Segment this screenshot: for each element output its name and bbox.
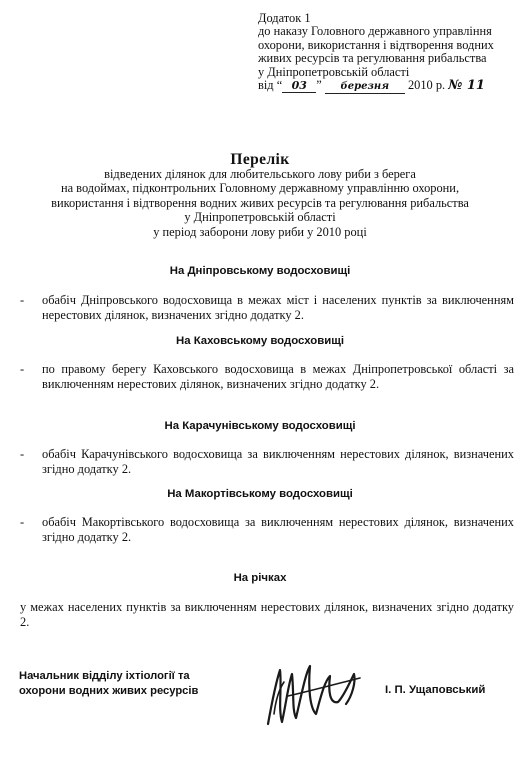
handwritten-signature: [258, 652, 368, 732]
list-item-text: обабіч Карачунівського водосховища за виключенням нерестових ділянок, визначених згідно додатку 2.: [42, 447, 514, 476]
document-subtitle: [0, 167, 520, 239]
subtitle-line: у період заборони лову риби у 2010 році: [153, 224, 367, 239]
subtitle-line: у Дніпропетровській області: [184, 210, 336, 225]
subtitle-line: використання і відтворення водних живих ресурсів та регулювання рибальства: [51, 195, 469, 210]
addendum-line: до наказу Головного державного управління: [258, 24, 492, 39]
section-heading: На річках: [233, 572, 287, 584]
list-dash: -: [20, 515, 25, 529]
addendum-line: у Дніпропетровській області: [258, 64, 410, 79]
document-title: Перелік: [230, 151, 290, 168]
order-date-line: від “ 03 ” березня 2010 р. № 11: [258, 78, 485, 94]
signatory-name: І. П. Ущаповський: [385, 684, 486, 696]
section-heading: На Карачунівському водосховищі: [164, 420, 356, 432]
addendum-line: живих ресурсів та регулювання рибальства: [258, 51, 487, 66]
section-heading: На Макортівському водосховищі: [167, 488, 353, 500]
handwritten-number: № 11: [448, 78, 485, 94]
subtitle-line: на водоймах, підконтрольних Головному державному управлінню охорони,: [60, 181, 460, 196]
addendum-block: [258, 12, 508, 94]
list-dash: -: [20, 293, 25, 307]
list-dash: -: [20, 447, 25, 461]
date-prefix: від: [258, 78, 274, 93]
list-item-text: обабіч Макортівського водосховища за виключенням нерестових ділянок, визначених згідно додатку 2.: [42, 515, 514, 544]
signatory-title-line: Начальник відділу іхтіології та: [19, 670, 190, 682]
list-dash: -: [20, 362, 25, 376]
list-item-text: у межах населених пунктів за виключенням нерестових ділянок, визначених згідно додатку 2.: [20, 600, 514, 629]
signatory-title: [19, 669, 198, 698]
signatory-title-line: охорони водних живих ресурсів: [19, 684, 199, 697]
handwritten-day: 03: [282, 79, 316, 93]
list-item-text: обабіч Дніпровського водосховища в межах міст і населених пунктів за виключенням нерестових ділянок, визначених згідно додатку 2.: [42, 293, 514, 322]
addendum-line: Додаток 1: [258, 11, 311, 25]
section-heading: На Каховському водосховищі: [175, 335, 345, 347]
handwritten-month: березня: [325, 80, 405, 94]
order-year: 2010 р.: [407, 78, 446, 93]
list-item-text: по правому берегу Каховського водосховища в межах Дніпропетровської області за виключенням нерестових ділянок, визначених згідно додатку 2.: [42, 362, 514, 391]
section-heading: На Дніпровському водосховищі: [169, 265, 351, 277]
subtitle-line: відведених ділянок для любительського лову риби з берега: [104, 167, 416, 181]
addendum-line: охорони, використання і відтворення водних: [258, 37, 494, 52]
